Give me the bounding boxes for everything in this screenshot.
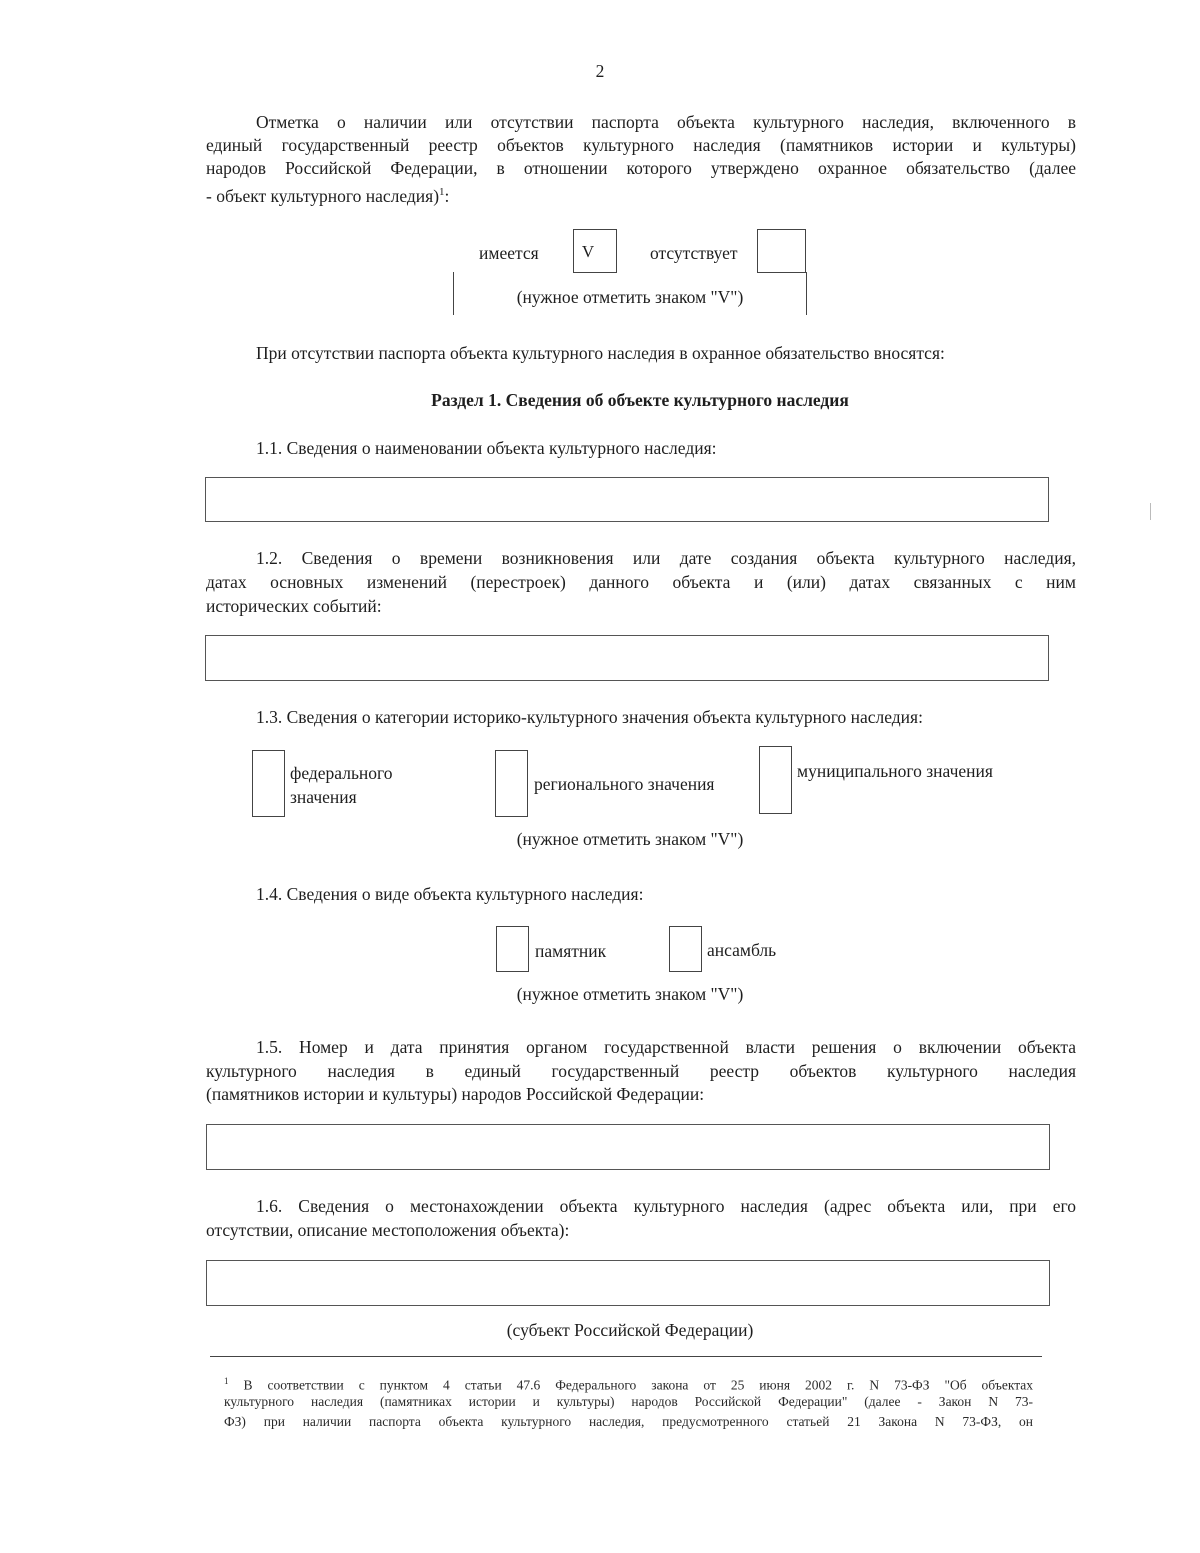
item-1-5-line-3: (памятников истории и культуры) народов Российской Федерации: xyxy=(206,1084,705,1104)
category-regional-checkbox[interactable] xyxy=(495,750,528,817)
item-1-1-value xyxy=(206,478,1048,498)
type-monument-checkbox[interactable] xyxy=(496,926,529,972)
intro-line-4 xyxy=(206,181,449,208)
item-1-5-line-1: 1.5. Номер и дата принятия органом государственной власти решения о включении объекта xyxy=(256,1037,1076,1057)
item-1-5-line-2: культурного наследия в единый государственный реестр объектов культурного наследия xyxy=(206,1061,1076,1081)
intro-line-4-end: : xyxy=(444,185,450,206)
item-1-6-line-1: 1.6. Сведения о местонахождении объекта культурного наследия (адрес объекта или, при его xyxy=(256,1196,1076,1216)
passport-missing-checkbox[interactable] xyxy=(757,229,806,273)
scan-mark xyxy=(1150,503,1151,520)
category-municipal-label: муниципального значения xyxy=(797,761,993,781)
item-1-3-hint: (нужное отметить знаком "V") xyxy=(516,829,744,849)
item-1-6-caption: (субъект Российской Федерации) xyxy=(506,1320,754,1340)
item-1-1-label: 1.1. Сведения о наименовании объекта культурного наследия: xyxy=(256,438,717,458)
item-1-2-line-1: 1.2. Сведения о времени возникновения или дате создания объекта культурного наследия, xyxy=(256,548,1076,568)
item-1-4-hint: (нужное отметить знаком "V") xyxy=(516,984,744,1004)
item-1-6-line-2: отсутствии, описание местоположения объекта): xyxy=(206,1220,570,1240)
item-1-5-field[interactable] xyxy=(206,1124,1050,1170)
passport-has-label: имеется xyxy=(479,243,539,263)
item-1-2-value xyxy=(206,636,1048,656)
category-federal-checkbox[interactable] xyxy=(252,750,285,817)
item-1-2-line-2: датах основных изменений (перестроек) данного объекта и (или) датах связанных с ним xyxy=(206,572,1076,592)
intro-line-3: народов Российской Федерации, в отношении которого утверждено охранное обязательство (далее xyxy=(206,158,1076,178)
absence-note: При отсутствии паспорта объекта культурного наследия в охранное обязательство вносятся: xyxy=(256,343,945,363)
item-1-5-value xyxy=(207,1125,1049,1145)
section-1-title: Раздел 1. Сведения об объекте культурного наследия xyxy=(431,390,849,410)
category-federal-label-line-2: значения xyxy=(290,787,357,807)
intro-line-2: единый государственный реестр объектов культурного наследия (памятников истории и культуры) xyxy=(206,135,1076,155)
item-1-1-field[interactable] xyxy=(205,477,1049,522)
category-municipal-checkbox[interactable] xyxy=(759,746,792,814)
type-ensemble-checkbox[interactable] xyxy=(669,926,702,972)
item-1-3-label: 1.3. Сведения о категории историко-культурного значения объекта культурного наследия: xyxy=(256,707,923,727)
item-1-2-line-3: исторических событий: xyxy=(206,596,382,616)
bracket-right xyxy=(806,272,807,315)
footnote-separator xyxy=(210,1356,1042,1357)
footnote-line-3: ФЗ) при наличии паспорта объекта культурного наследия, предусмотренного статьей 21 Закона N 73-ФЗ, он xyxy=(224,1414,1033,1429)
footnote-line-2: культурного наследия (памятниках истории и культуры) народов Российской Федерации" (далее - Закон N 73- xyxy=(224,1394,1033,1409)
bracket-left xyxy=(453,272,454,315)
passport-has-checkbox-value: V xyxy=(581,242,595,261)
passport-has-checkbox[interactable] xyxy=(573,229,617,273)
category-regional-label: регионального значения xyxy=(534,774,715,794)
type-monument-label: памятник xyxy=(535,941,607,961)
page-number: 2 xyxy=(595,61,605,81)
footnote-line-1-text: В соответствии с пунктом 4 статьи 47.6 Федерального закона от 25 июня 2002 г. N 73-ФЗ "Об объектах xyxy=(243,1377,1034,1393)
footnote-mark: 1 xyxy=(224,1376,229,1386)
passport-hint: (нужное отметить знаком "V") xyxy=(516,287,744,307)
item-1-2-field[interactable] xyxy=(205,635,1049,681)
intro-line-1: Отметка о наличии или отсутствии паспорта объекта культурного наследия, включенного в xyxy=(256,112,1076,132)
category-federal-label-line-1: федерального xyxy=(290,763,393,783)
passport-missing-label: отсутствует xyxy=(650,243,738,263)
type-ensemble-label: ансамбль xyxy=(707,940,777,960)
intro-line-4-text: - объект культурного наследия) xyxy=(206,185,440,206)
item-1-6-field[interactable] xyxy=(206,1260,1050,1306)
item-1-6-value xyxy=(207,1261,1049,1281)
item-1-4-label: 1.4. Сведения о виде объекта культурного наследия: xyxy=(256,884,644,904)
footnote-reference[interactable]: 1 xyxy=(439,186,445,198)
